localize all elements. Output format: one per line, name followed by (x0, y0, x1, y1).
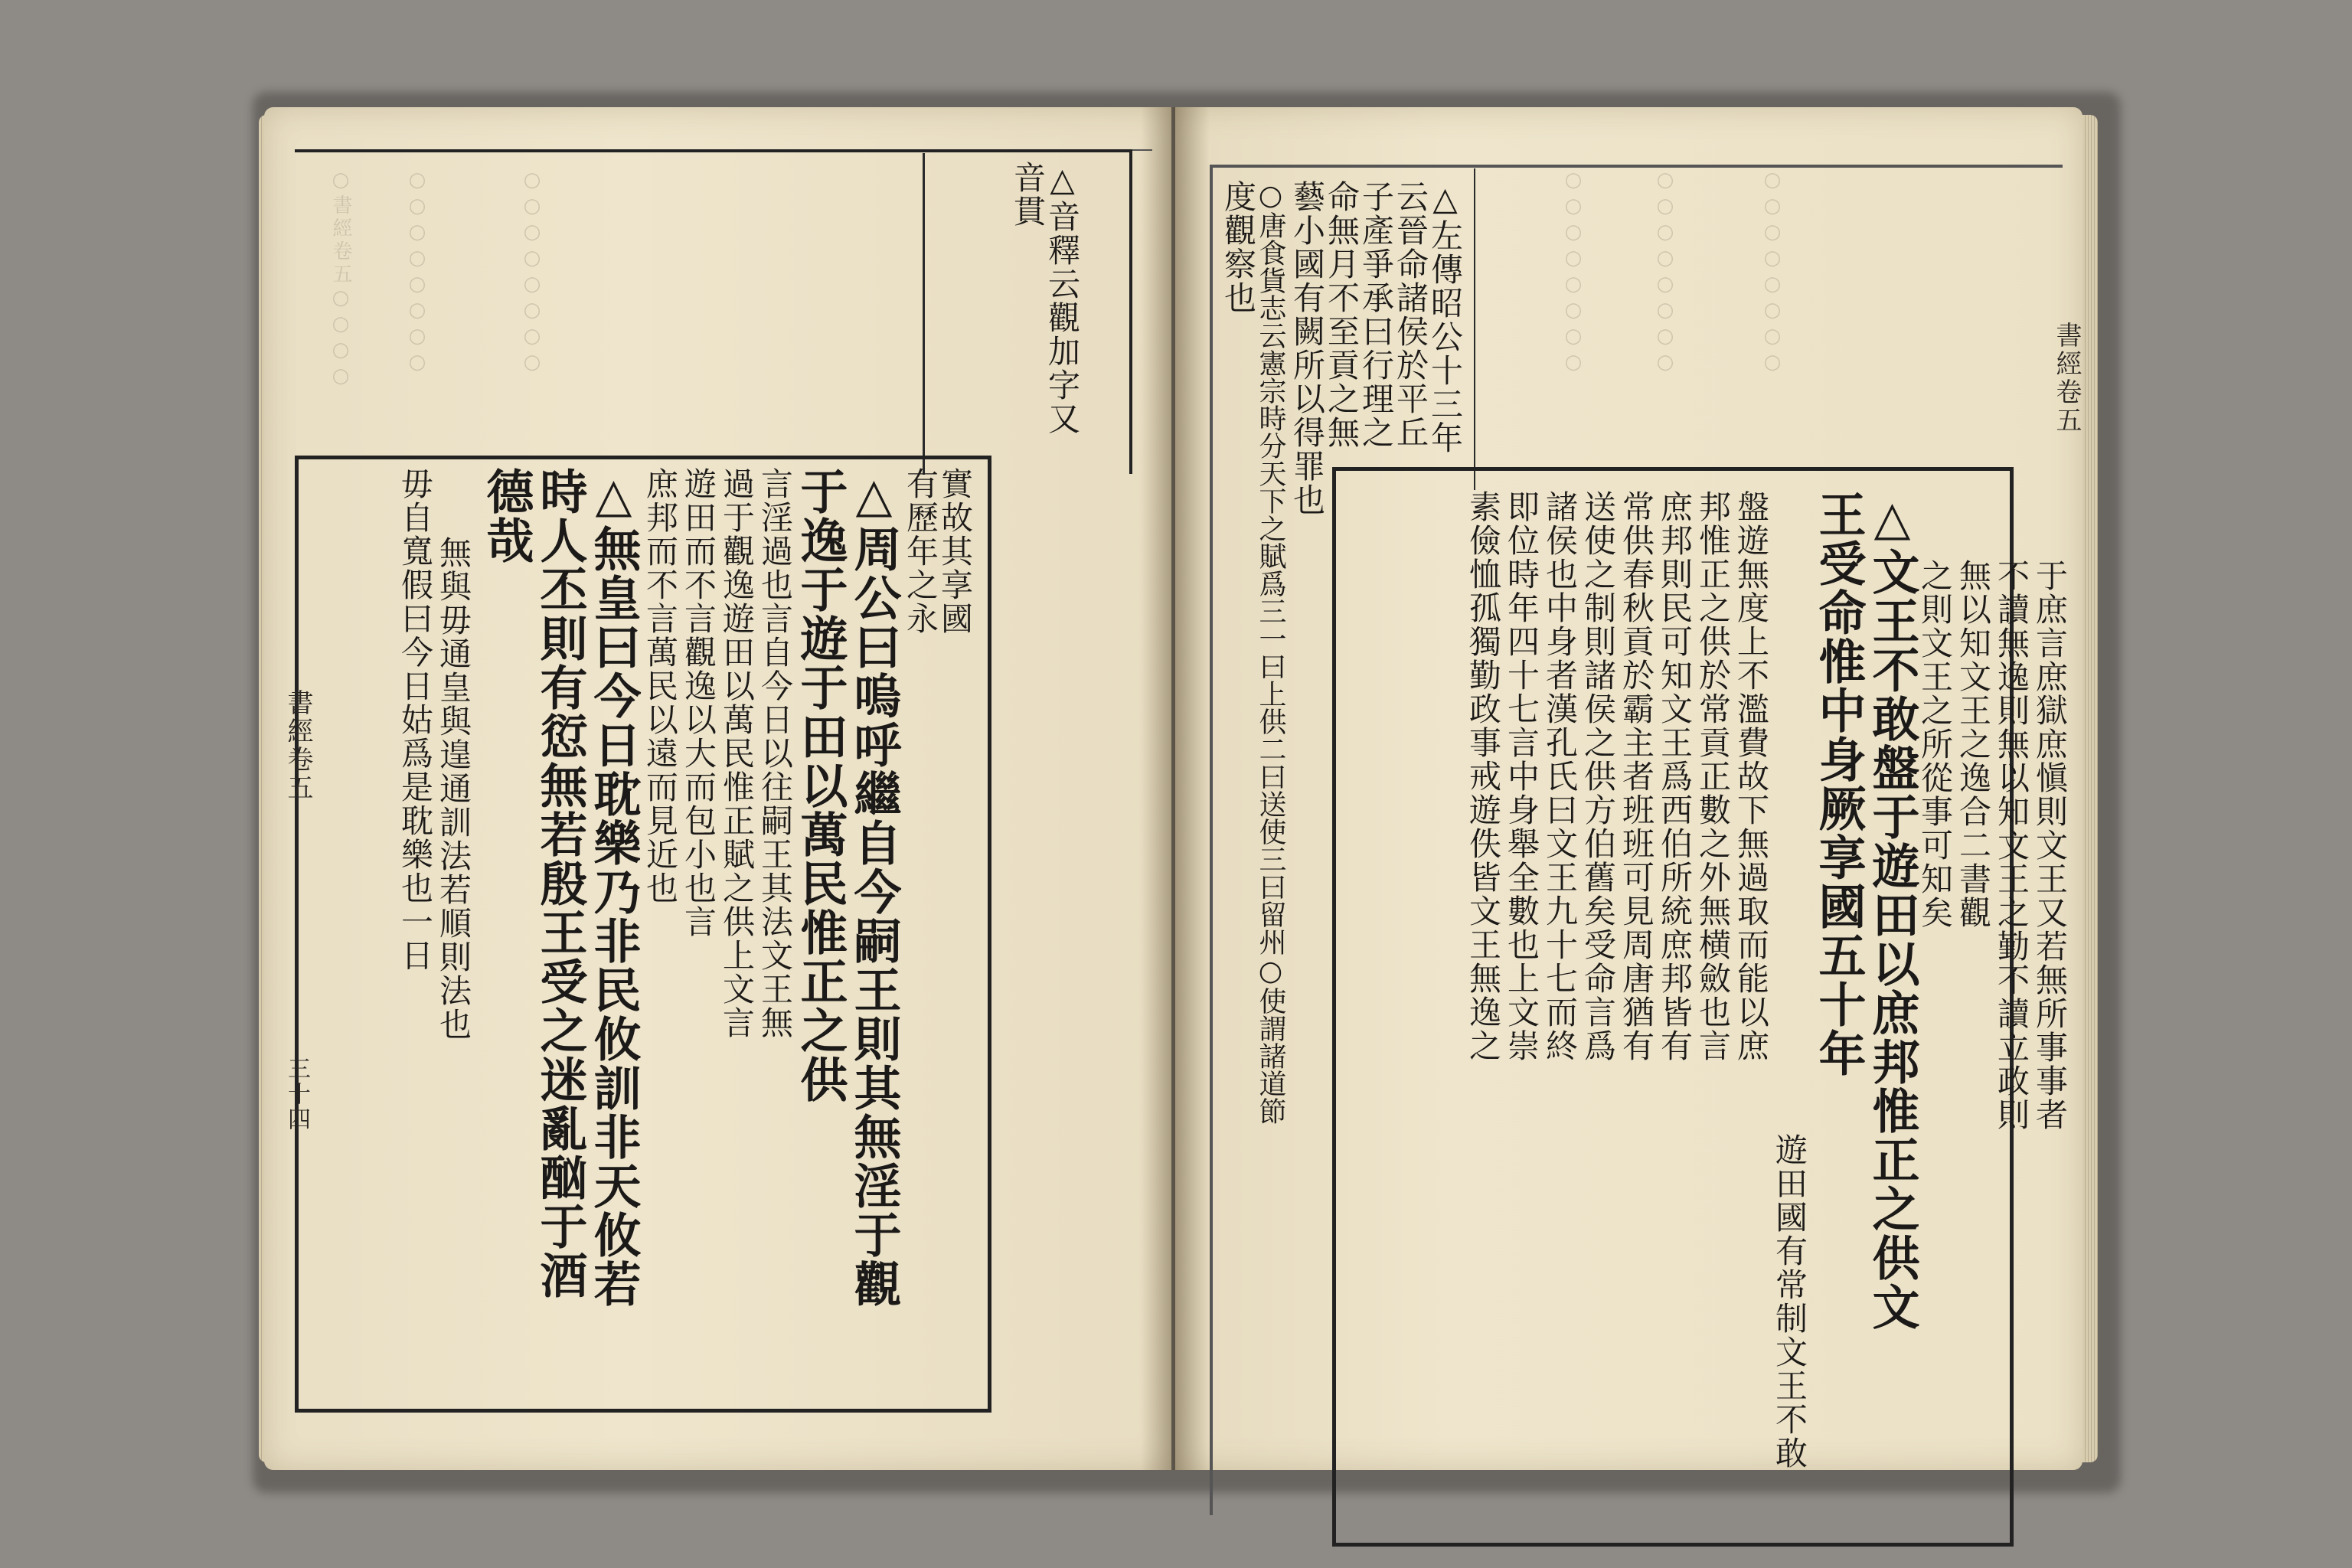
header-note-line-3: 子產爭承曰行理之 (1357, 180, 1395, 449)
folio-number: 三十四 (283, 1057, 310, 1132)
text-column: 送使之制則諸侯之供方伯舊矣受命言爲 (1579, 490, 1617, 1063)
text-column: 過于觀逸遊田以萬民惟正賦之供上文言 (718, 467, 756, 1040)
text-column: 于庶言庶獄庶愼則文王又若無所事事者 (2031, 559, 2069, 1132)
text-column: 無與毋通皇與遑通訓法若順則法也 (435, 536, 472, 1041)
margin-title: 書經卷五 (283, 689, 313, 802)
left-page (264, 107, 1171, 1470)
text-column: 無以知文王之逸合二書觀 (1955, 559, 1992, 929)
header-note-line-7: 度觀察也 (1220, 180, 1257, 315)
header-note-line-5: 藝小國有闕所以得罪也 (1289, 180, 1326, 517)
text-column: 之則文王之所從事可知矣 (1916, 559, 1954, 929)
bleed-through-text: ○○○○○○○○ (406, 168, 429, 377)
text-column: 庶邦則民可知文王爲西伯所統庶邦皆有 (1656, 490, 1694, 1063)
header-note-line-2: 云晉命諸侯於平丘 (1392, 180, 1429, 449)
text-column: 常供春秋貢於霸主者班班可見周唐猶有 (1618, 490, 1655, 1063)
header-note-line-1: △左傳昭公十三年 (1426, 180, 1464, 455)
header-note-line-1: △音釋云觀加字又 (1044, 161, 1081, 436)
header-note-frame (295, 149, 1132, 474)
text-column: 德哉 (479, 467, 534, 565)
text-column: 盤遊無度上不濫費故下無過取而能以庶 (1733, 490, 1770, 1063)
bleed-through-text: ○○○○○○○○ (521, 168, 544, 377)
text-column: △無皇曰今日耽樂乃非民攸訓非天攸若 (586, 467, 642, 1308)
text-column: 諸侯也中身者漢孔氏曰文王九十七而終 (1541, 490, 1579, 1063)
text-column: 王受命惟中身厥享國五十年 (1811, 490, 1867, 1078)
text-column: 實故其享國 (936, 467, 974, 635)
header-note-divider (923, 153, 925, 475)
text-column: 素儉恤孤獨勤政事戒遊佚皆文王無逸之 (1465, 490, 1502, 1063)
text-column: 邦惟正之供於常貢正數之外無横斂也言 (1694, 490, 1732, 1063)
text-column: 不讀無逸則無以知文王之勤不讀立政則 (1993, 559, 2030, 1132)
margin-title: 書經卷五 (2051, 322, 2082, 435)
right-page (1175, 107, 2082, 1470)
text-column: 遊田而不言觀逸以大而包小也言 (680, 467, 717, 939)
text-column: 遊田國有常制文王不敢 (1771, 1133, 1808, 1470)
text-column: 時人丕則有愆無若殷王受之迷亂酗于酒 (532, 467, 588, 1300)
bleed-through-text: ○○○○○○○○ (1654, 168, 1677, 377)
text-column: △周公曰嗚呼繼自今嗣王則其無淫于觀 (846, 467, 902, 1308)
text-column: 于逸于遊于田以萬民惟正之供 (792, 467, 848, 1104)
header-note-line-2: 音貫 (1009, 161, 1047, 228)
bleed-through-text: ○○○○○○○○ (1562, 168, 1585, 377)
bleed-through-text: ○書經卷五○○○○ (329, 168, 352, 390)
text-column: △文王不敢盤于遊田以庶邦惟正之供文 (1864, 490, 1920, 1331)
text-column: 即位時年四十七言中身舉全數也上文崇 (1503, 490, 1540, 1063)
text-column: 庶邦而不言萬民以遠而見近也 (642, 467, 679, 905)
bleed-through-text: ○○○○○○○○ (1761, 168, 1784, 377)
header-note-line-4: 命無月不至貢之無 (1323, 180, 1361, 449)
text-column: 有歷年之永 (902, 467, 939, 635)
header-note-line-6: ○唐食貨志云憲宗時分天下之賦爲三一曰上供二曰送使三曰留州○使謂諸道節 (1255, 180, 1286, 1125)
header-note-divider (1474, 168, 1475, 490)
book-gutter (1141, 107, 1210, 1470)
text-column: 言淫過也言自今日以往嗣王其法文王無 (756, 467, 794, 1040)
text-column: 毋自寬假曰今日姑爲是耽樂也一日 (397, 467, 434, 972)
